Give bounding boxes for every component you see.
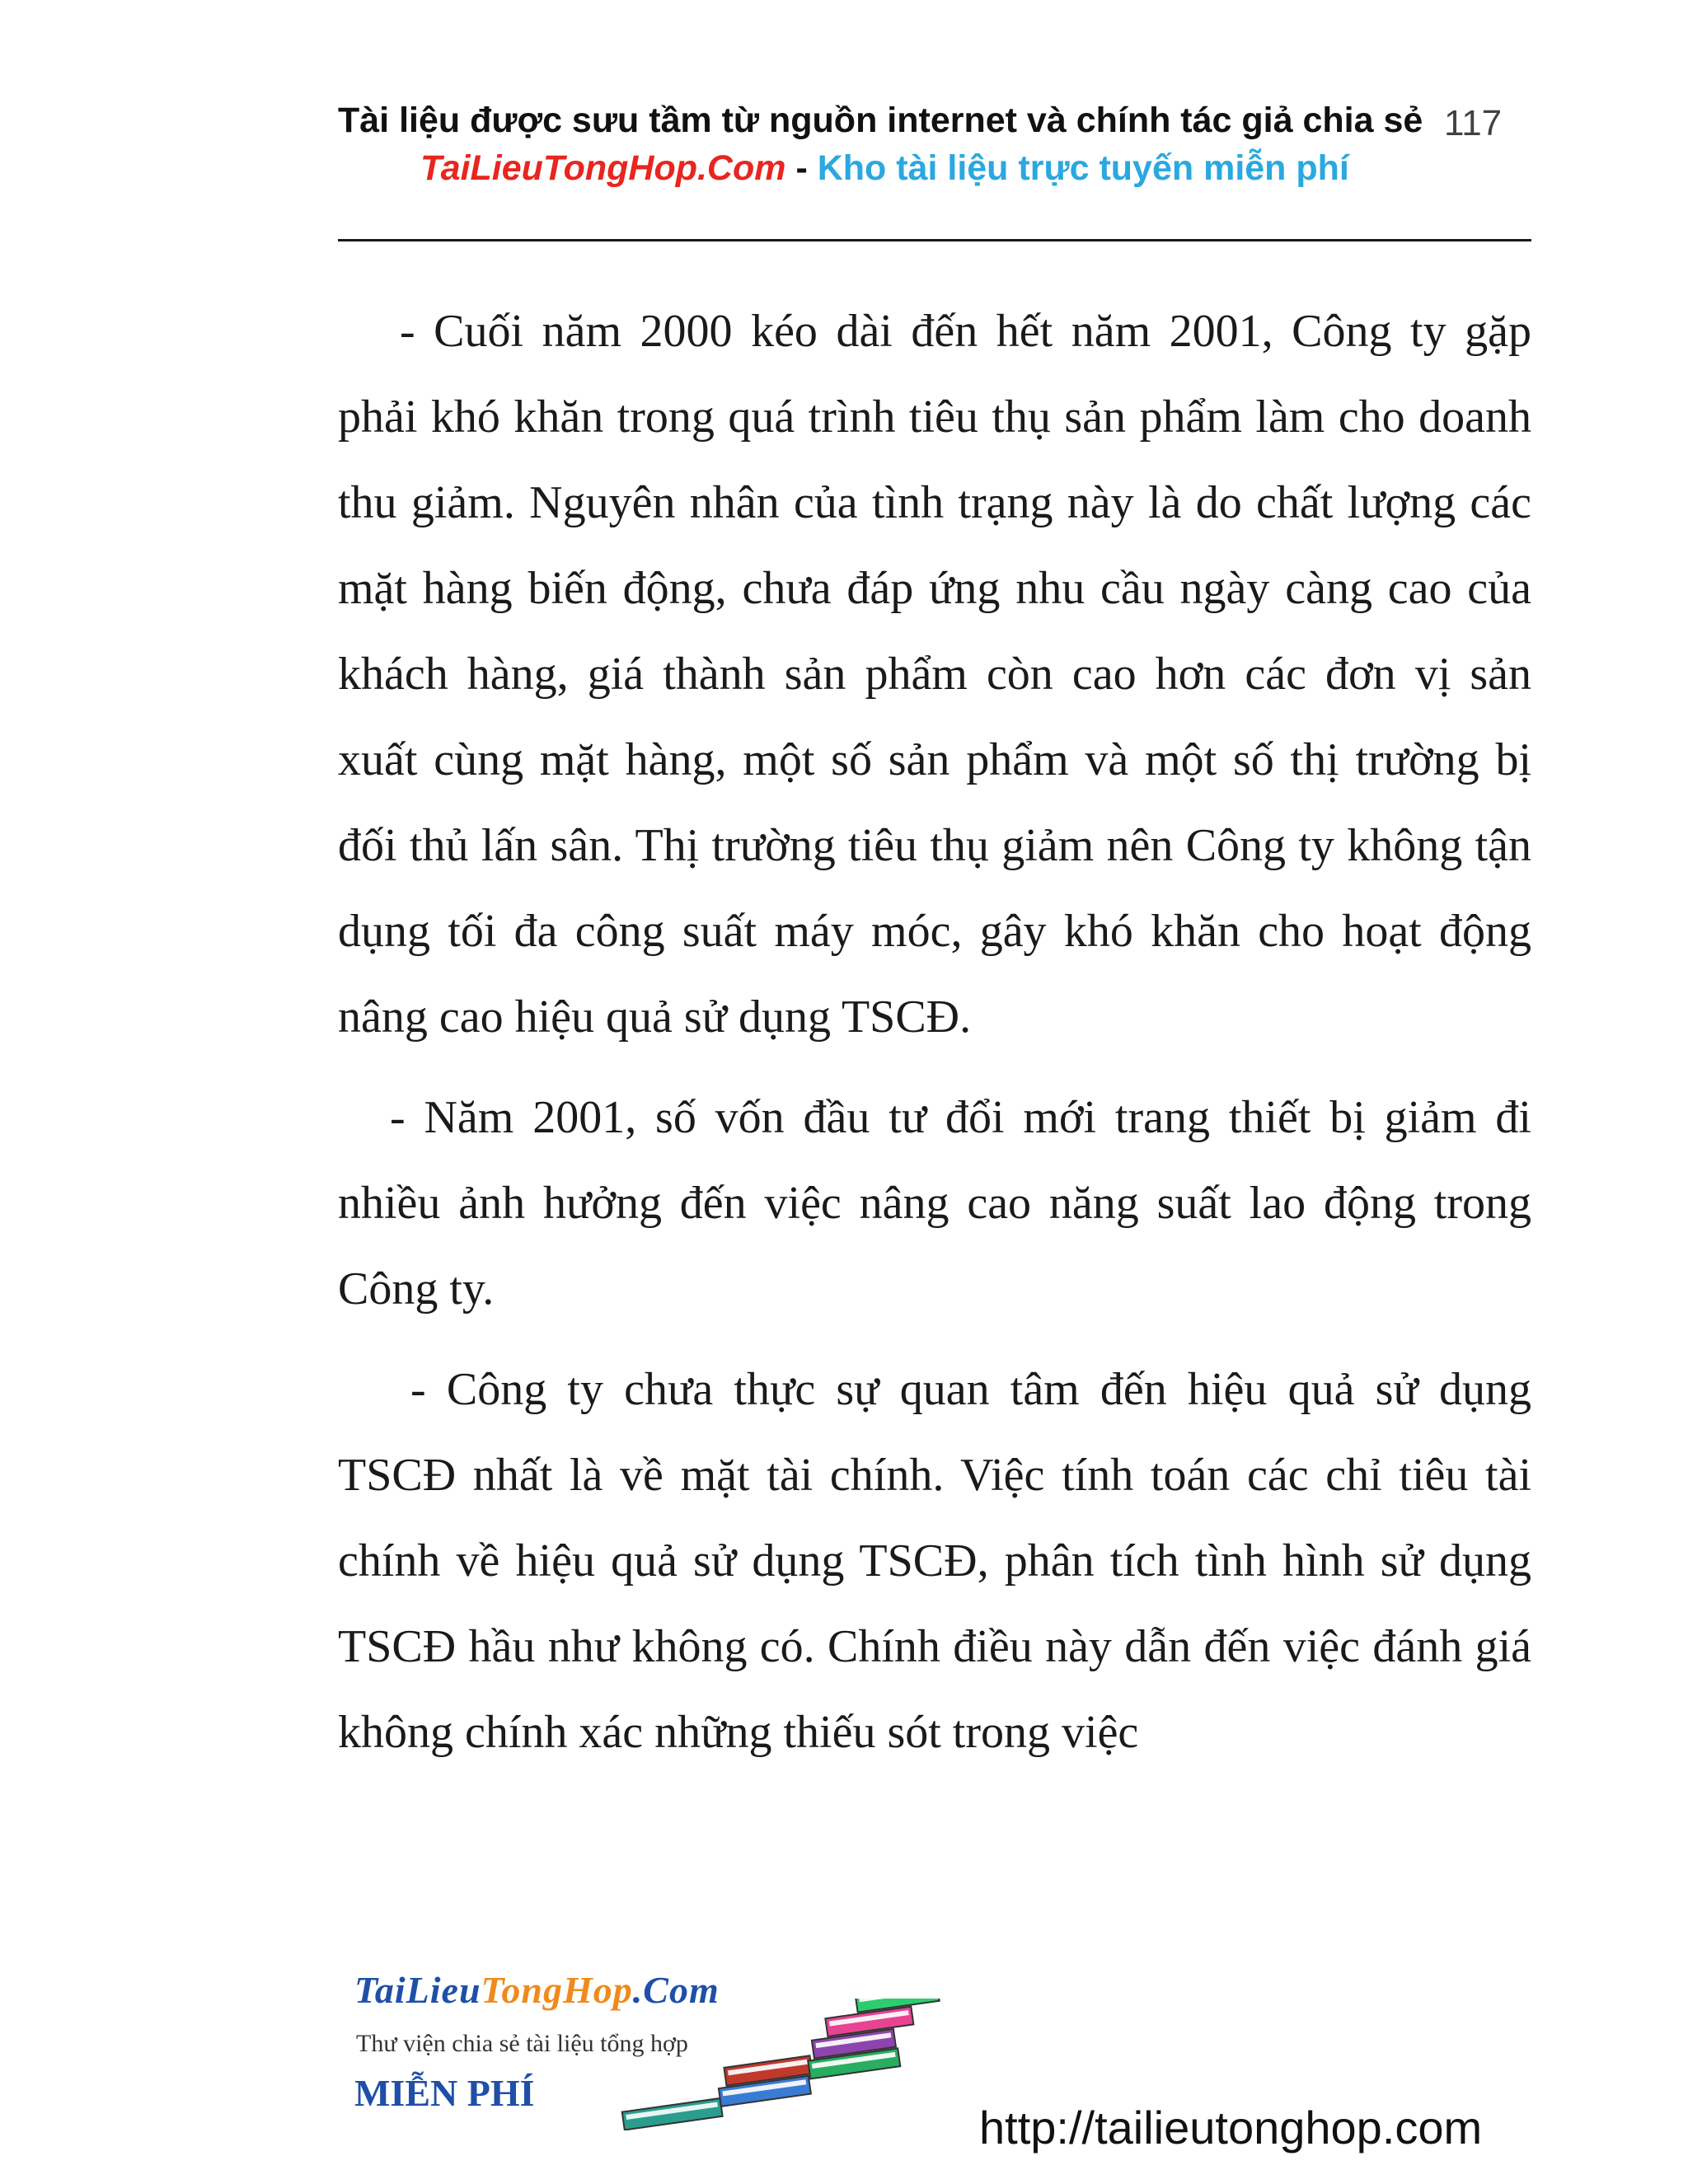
page-number: 117 bbox=[1444, 103, 1503, 143]
paragraph: - Năm 2001, số vốn đầu tư đổi mới trang thiết bị giảm đi nhiều ảnh hưởng đến việc nâng cao năng suất lao động trong Công ty. bbox=[338, 1092, 1531, 1315]
header-site-line bbox=[420, 145, 1533, 191]
body-text bbox=[338, 288, 1531, 1775]
header-source-note: Tài liệu được sưu tầm từ nguồn internet và chính tác giả chia sẻ bbox=[338, 101, 1423, 140]
books-icon bbox=[593, 1999, 973, 2130]
logo-title-part: TongHop bbox=[481, 1969, 633, 2011]
footer-url-link[interactable]: http://tailieutonghop.com bbox=[979, 2102, 1483, 2154]
header-separator: - bbox=[795, 148, 808, 188]
paragraph: - Cuối năm 2000 kéo dài đến hết năm 2001, Công ty gặp phải khó khăn trong quá trình tiêu thụ sản phẩm làm cho doanh thu giảm. Nguyên nhân của tình trạng này là do chất lượng các mặt hàng biến động, chưa đáp ứng nhu cầu ngày càng cao của khách hàng, giá thành sản phẩm còn cao hơn các đơn vị sản xuất cùng mặt hàng, một số sản phẩm và một số thị trường bị đối thủ lấn sân. Thị trường tiêu thụ giảm nên Công ty không tận dụng tối đa công suất máy móc, gây khó khăn cho hoạt động nâng cao hiệu quả sử dụng TSCĐ. bbox=[338, 306, 1531, 1043]
header-site-name[interactable]: TaiLieuTongHop.Com bbox=[420, 148, 786, 188]
paragraph: - Công ty chưa thực sự quan tâm đến hiệu quả sử dụng TSCĐ nhất là về mặt tài chính. Việc tính toán các chỉ tiêu tài chính về hiệu quả sử dụng TSCĐ, phân tích tình hình sử dụng TSCĐ hầu như không có. Chính điều này dẫn đến việc đánh giá không chính xác những thiếu sót trong việc bbox=[338, 1364, 1531, 1758]
logo-free-label: MIỄN PHÍ bbox=[354, 2072, 535, 2114]
footer-logo[interactable] bbox=[346, 1966, 973, 2130]
header-divider bbox=[338, 239, 1531, 241]
logo-subtitle: Thư viện chia sẻ tài liệu tổng hợp bbox=[356, 2030, 688, 2057]
logo-title-part: TaiLieu bbox=[354, 1969, 481, 2011]
header-tagline: Kho tài liệu trực tuyến miễn phí bbox=[817, 148, 1349, 188]
logo-title-part: .Com bbox=[632, 1969, 720, 2011]
